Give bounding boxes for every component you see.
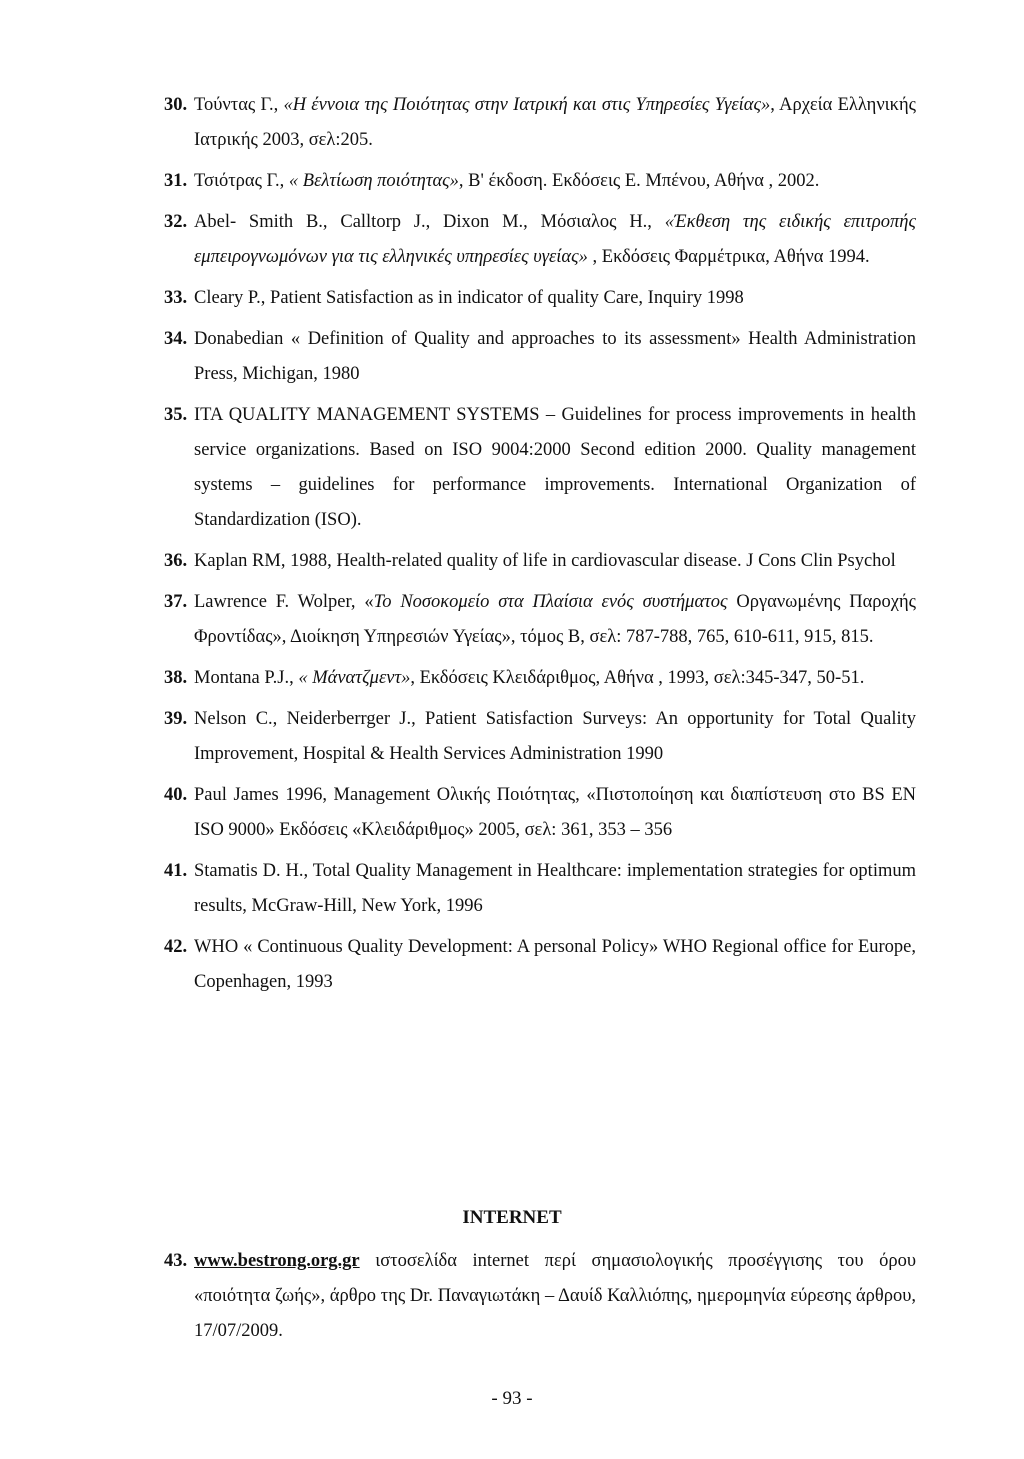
- section-heading-internet: INTERNET: [462, 1207, 562, 1228]
- reference-number: 32.: [164, 212, 188, 232]
- reference-item: [164, 205, 916, 275]
- reference-number: 37.: [164, 592, 188, 612]
- reference-item: [164, 322, 916, 392]
- reference-text: Nelson C., Neiderberrger J., Patient Satisfaction Surveys: An opportunity for Total Quality Improvement, Hospital & Health Services Administration 1990: [194, 709, 916, 764]
- reference-item: [164, 398, 916, 538]
- reference-number: 42.: [164, 937, 188, 957]
- reference-text: Stamatis D. H., Total Quality Management in Healthcare: implementation strategies for optimum results, McGraw-Hill, New York, 1996: [194, 861, 916, 916]
- reference-number: 36.: [164, 551, 188, 571]
- reference-item: [164, 544, 916, 579]
- reference-text: Τούντας Γ., «Η έννοια της Ποιότητας στην Ιατρική και στις Υπηρεσίες Υγείας», Αρχεία Ελληνικής Ιατρικής 2003, σελ:205.: [194, 95, 916, 150]
- reference-item: [164, 1244, 916, 1349]
- reference-item: [164, 88, 916, 158]
- reference-text: WHO « Continuous Quality Development: A personal Policy» WHO Regional office for Europe, Copenhagen, 1993: [194, 937, 916, 992]
- reference-text: ITA QUALITY MANAGEMENT SYSTEMS – Guidelines for process improvements in health service organizations. Based on ISO 9004:2000 Second edition 2000. Quality management systems – guidelines for performance improvements. International Organization of Standardization (ISO).: [194, 405, 916, 530]
- reference-item: [164, 854, 916, 924]
- reference-number: 30.: [164, 95, 188, 115]
- reference-text: Abel- Smith B., Calltorp J., Dixon M., Μόσιαλος Η., «Έκθεση της ειδικής επιτροπής εμπειρογνωμόνων για τις ελληνικές υπηρεσίες υγείας» , Εκδόσεις Φαρμέτρικα, Αθήνα 1994.: [194, 212, 916, 267]
- reference-item: [164, 281, 916, 316]
- reference-text: Donabedian « Definition of Quality and approaches to its assessment» Health Administration Press, Michigan, 1980: [194, 329, 916, 384]
- reference-number: 35.: [164, 405, 188, 425]
- reference-item: [164, 930, 916, 1000]
- reference-number: 33.: [164, 288, 188, 308]
- reference-number: 41.: [164, 861, 188, 881]
- reference-number: 38.: [164, 668, 188, 688]
- reference-text: Cleary P., Patient Satisfaction as in indicator of quality Care, Inquiry 1998: [194, 288, 744, 308]
- reference-number: 34.: [164, 329, 188, 349]
- page-number: - 93 -: [491, 1388, 533, 1409]
- reference-text: Τσιότρας Γ., « Βελτίωση ποιότητας», Β' έκδοση. Εκδόσεις Ε. Μπένου, Αθήνα , 2002.: [194, 171, 820, 191]
- reference-number: 40.: [164, 785, 188, 805]
- reference-item: [164, 702, 916, 772]
- reference-text: Paul James 1996, Management Ολικής Ποιότητας, «Πιστοποίηση και διαπίστευση στο BS EN ISO 9000» Εκδόσεις «Κλειδάριθμος» 2005, σελ: 361, 353 – 356: [194, 785, 916, 840]
- reference-item: [164, 778, 916, 848]
- reference-number: 43.: [164, 1251, 188, 1271]
- reference-text: Kaplan RM, 1988, Health-related quality of life in cardiovascular disease. J Cons Clin Psychol: [194, 551, 896, 571]
- reference-number: 31.: [164, 171, 188, 191]
- reference-item: [164, 585, 916, 655]
- reference-text: Montana P.J., « Μάνατζμεντ», Εκδόσεις Κλειδάριθμος, Αθήνα , 1993, σελ:345-347, 50-51.: [194, 668, 865, 688]
- reference-text: www.bestrong.org.gr ιστοσελίδα internet περί σημασιολογικής προσέγγισης του όρου «ποιότητα ζωής», άρθρο της Dr. Παναγιωτάκη – Δαυίδ Καλλιόπης, ημερομηνία εύρεσης άρθρου, 17/07/2009.: [194, 1251, 916, 1341]
- reference-number: 39.: [164, 709, 188, 729]
- reference-list: [164, 88, 916, 1006]
- reference-item: [164, 164, 916, 199]
- reference-text: Lawrence F. Wolper, «Το Νοσοκομείο στα Πλαίσια ενός συστήματος Οργανωμένης Παροχής Φροντίδας», Διοίκηση Υπηρεσιών Υγείας», τόμος Β, σελ: 787-788, 765, 610-611, 915, 815.: [194, 592, 916, 647]
- reference-item: [164, 661, 916, 696]
- internet-reference-list: [164, 1244, 916, 1355]
- website-link[interactable]: www.bestrong.org.gr: [194, 1251, 360, 1271]
